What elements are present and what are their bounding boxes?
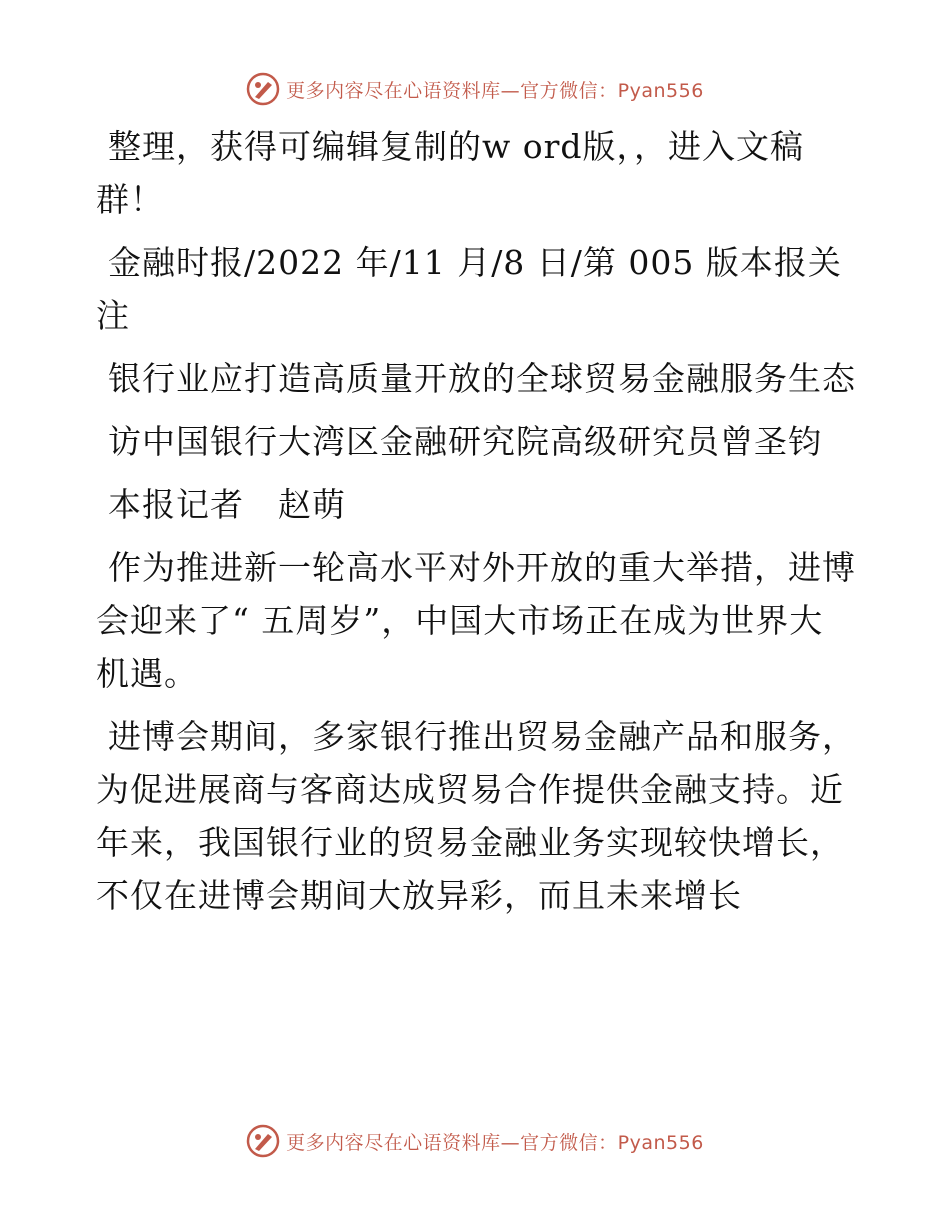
footer-banner bbox=[0, 1124, 950, 1158]
brand-logo-icon bbox=[246, 1124, 280, 1158]
banner-text: 更多内容尽在心语资料库—官方微信：Pyan556 bbox=[286, 79, 704, 102]
paragraph-body-1: 作为推进新一轮高水平对外开放的重大举措，进博会迎来了“ 五周岁”，中国大市场正在成为世界大机遇。 bbox=[96, 548, 856, 693]
article-title: 银行业应打造高质量开放的全球贸易金融服务生态 bbox=[108, 359, 856, 398]
paragraph-source: 金融时报/2022 年/11 月/8 日/第 005 版本报关注 bbox=[96, 243, 842, 335]
document-body bbox=[96, 120, 856, 932]
article-byline: 本报记者 赵萌 bbox=[108, 485, 346, 524]
paragraph-intro: 整理，获得可编辑复制的w ord版，，进入文稿群！ bbox=[96, 127, 805, 219]
article-subtitle: 访中国银行大湾区金融研究院高级研究员曾圣钧 bbox=[108, 422, 822, 461]
paragraph-body-2: 进博会期间，多家银行推出贸易金融产品和服务，为促进展商与客商达成贸易合作提供金融支持。近年来，我国银行业的贸易金融业务实现较快增长，不仅在进博会期间大放异彩，而且未来增长 bbox=[96, 717, 856, 915]
banner-text: 更多内容尽在心语资料库—官方微信：Pyan556 bbox=[286, 1131, 704, 1154]
brand-logo-icon bbox=[246, 72, 280, 106]
header-banner bbox=[0, 72, 950, 106]
